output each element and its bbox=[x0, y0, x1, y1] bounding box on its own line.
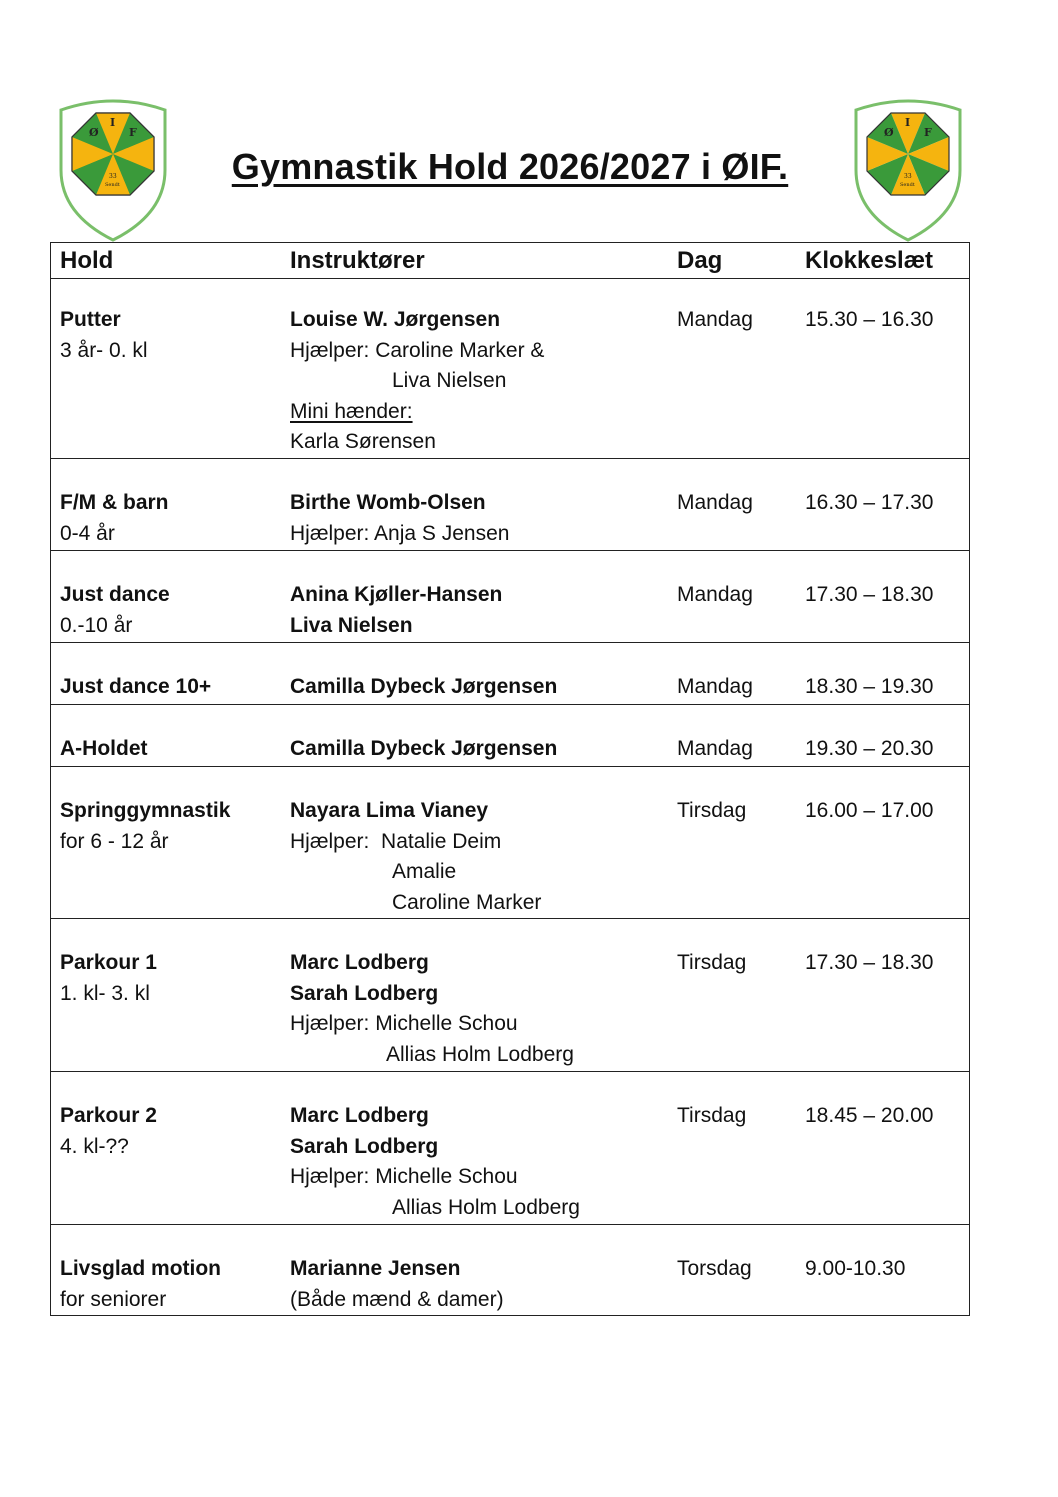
svg-text:Ø: Ø bbox=[884, 126, 894, 139]
instructor-lead: Louise W. Jørgensen bbox=[290, 308, 501, 331]
hold-sub: 4. kl-?? bbox=[60, 1134, 129, 1158]
svg-text:F: F bbox=[129, 126, 137, 139]
header-dag: Dag bbox=[677, 247, 723, 274]
hold-sub: 0.-10 år bbox=[60, 613, 133, 637]
hold-name: Springgymnastik bbox=[60, 799, 231, 822]
instructor-lead: Sarah Lodberg bbox=[290, 981, 439, 1005]
hold-sub: for seniorer bbox=[60, 1287, 167, 1311]
helper-line: Hjælper: Michelle Schou bbox=[290, 1012, 518, 1035]
mini-name: Karla Sørensen bbox=[290, 430, 436, 453]
instructor-lead: Birthe Womb-Olsen bbox=[290, 491, 486, 514]
hold-name: A-Holdet bbox=[60, 737, 148, 760]
table-row bbox=[51, 551, 969, 643]
day: Mandag bbox=[677, 737, 753, 760]
mini-label: Mini hænder: bbox=[290, 399, 413, 423]
day: Tirsdag bbox=[677, 799, 747, 822]
hold-sub: 3 år- 0. kl bbox=[60, 338, 148, 362]
helper-line: Allias Holm Lodberg bbox=[386, 1042, 574, 1066]
header-hold: Hold bbox=[60, 247, 114, 274]
helper-line: Liva Nielsen bbox=[392, 369, 507, 392]
table-header bbox=[51, 243, 969, 279]
time: 18.30 – 19.30 bbox=[805, 675, 934, 698]
hold-name: Putter bbox=[60, 308, 121, 331]
day: Mandag bbox=[677, 491, 753, 514]
time: 15.30 – 16.30 bbox=[805, 308, 934, 331]
svg-text:33: 33 bbox=[109, 173, 117, 180]
hold-name: Just dance bbox=[60, 583, 170, 606]
time: 9.00-10.30 bbox=[805, 1257, 906, 1280]
day: Tirsdag bbox=[677, 1104, 747, 1127]
instructor-note: (Både mænd & damer) bbox=[290, 1287, 504, 1311]
day: Mandag bbox=[677, 308, 753, 331]
time: 16.00 – 17.00 bbox=[805, 799, 934, 822]
instructor-lead: Marc Lodberg bbox=[290, 951, 429, 974]
table-row bbox=[51, 919, 969, 1072]
day: Torsdag bbox=[677, 1257, 752, 1280]
hold-sub: 1. kl- 3. kl bbox=[60, 981, 150, 1005]
helper-line: Hjælper: Natalie Deim bbox=[290, 829, 502, 853]
hold-name: Parkour 1 bbox=[60, 951, 157, 974]
instructor-lead: Camilla Dybeck Jørgensen bbox=[290, 675, 558, 698]
svg-text:Ø: Ø bbox=[89, 126, 99, 139]
time: 17.30 – 18.30 bbox=[805, 951, 934, 974]
hold-name: Just dance 10+ bbox=[60, 675, 212, 698]
helper-line: Hjælper: Anja S Jensen bbox=[290, 521, 510, 545]
day: Mandag bbox=[677, 583, 753, 606]
hold-sub: 0-4 år bbox=[60, 521, 115, 545]
instructor-lead: Liva Nielsen bbox=[290, 613, 413, 637]
svg-text:I: I bbox=[905, 116, 911, 129]
table-row bbox=[51, 1225, 969, 1315]
page-title: Gymnastik Hold 2026/2027 i ØIF. bbox=[231, 146, 789, 187]
instructor-lead: Anina Kjøller-Hansen bbox=[290, 583, 503, 606]
helper-line: Allias Holm Lodberg bbox=[392, 1195, 580, 1219]
time: 17.30 – 18.30 bbox=[805, 583, 934, 606]
helper-line: Hjælper: Caroline Marker & bbox=[290, 338, 545, 362]
helper-line: Hjælper: Michelle Schou bbox=[290, 1165, 518, 1188]
hold-name: Parkour 2 bbox=[60, 1104, 157, 1127]
time: 19.30 – 20.30 bbox=[805, 737, 934, 760]
instructor-lead: Marianne Jensen bbox=[290, 1257, 461, 1280]
helper-line: Amalie bbox=[392, 860, 457, 883]
instructor-lead: Camilla Dybeck Jørgensen bbox=[290, 737, 558, 760]
svg-text:33: 33 bbox=[904, 173, 912, 180]
time: 18.45 – 20.00 bbox=[805, 1104, 934, 1127]
time: 16.30 – 17.30 bbox=[805, 491, 934, 514]
hold-name: F/M & barn bbox=[60, 491, 169, 514]
hold-name: Livsglad motion bbox=[60, 1257, 222, 1280]
table-row bbox=[51, 767, 969, 919]
hold-sub: for 6 - 12 år bbox=[60, 829, 169, 853]
svg-text:I: I bbox=[110, 116, 116, 129]
instructor-lead: Nayara Lima Vianey bbox=[290, 799, 489, 822]
table-row bbox=[51, 279, 969, 459]
table-row bbox=[51, 705, 969, 767]
instructor-lead: Sarah Lodberg bbox=[290, 1134, 439, 1158]
table-row bbox=[51, 459, 969, 551]
instructor-lead: Marc Lodberg bbox=[290, 1104, 429, 1127]
svg-text:Sendt: Sendt bbox=[900, 182, 915, 188]
schedule-table bbox=[50, 242, 970, 1316]
day: Tirsdag bbox=[677, 951, 747, 974]
header-instruktorer: Instruktører bbox=[290, 247, 425, 274]
header-klokkeslaet: Klokkeslæt bbox=[805, 247, 934, 274]
day: Mandag bbox=[677, 675, 753, 698]
helper-line: Caroline Marker bbox=[392, 890, 542, 914]
table-row bbox=[51, 1072, 969, 1225]
svg-text:F: F bbox=[924, 126, 932, 139]
table-row bbox=[51, 643, 969, 705]
svg-text:Sendt: Sendt bbox=[105, 182, 120, 188]
